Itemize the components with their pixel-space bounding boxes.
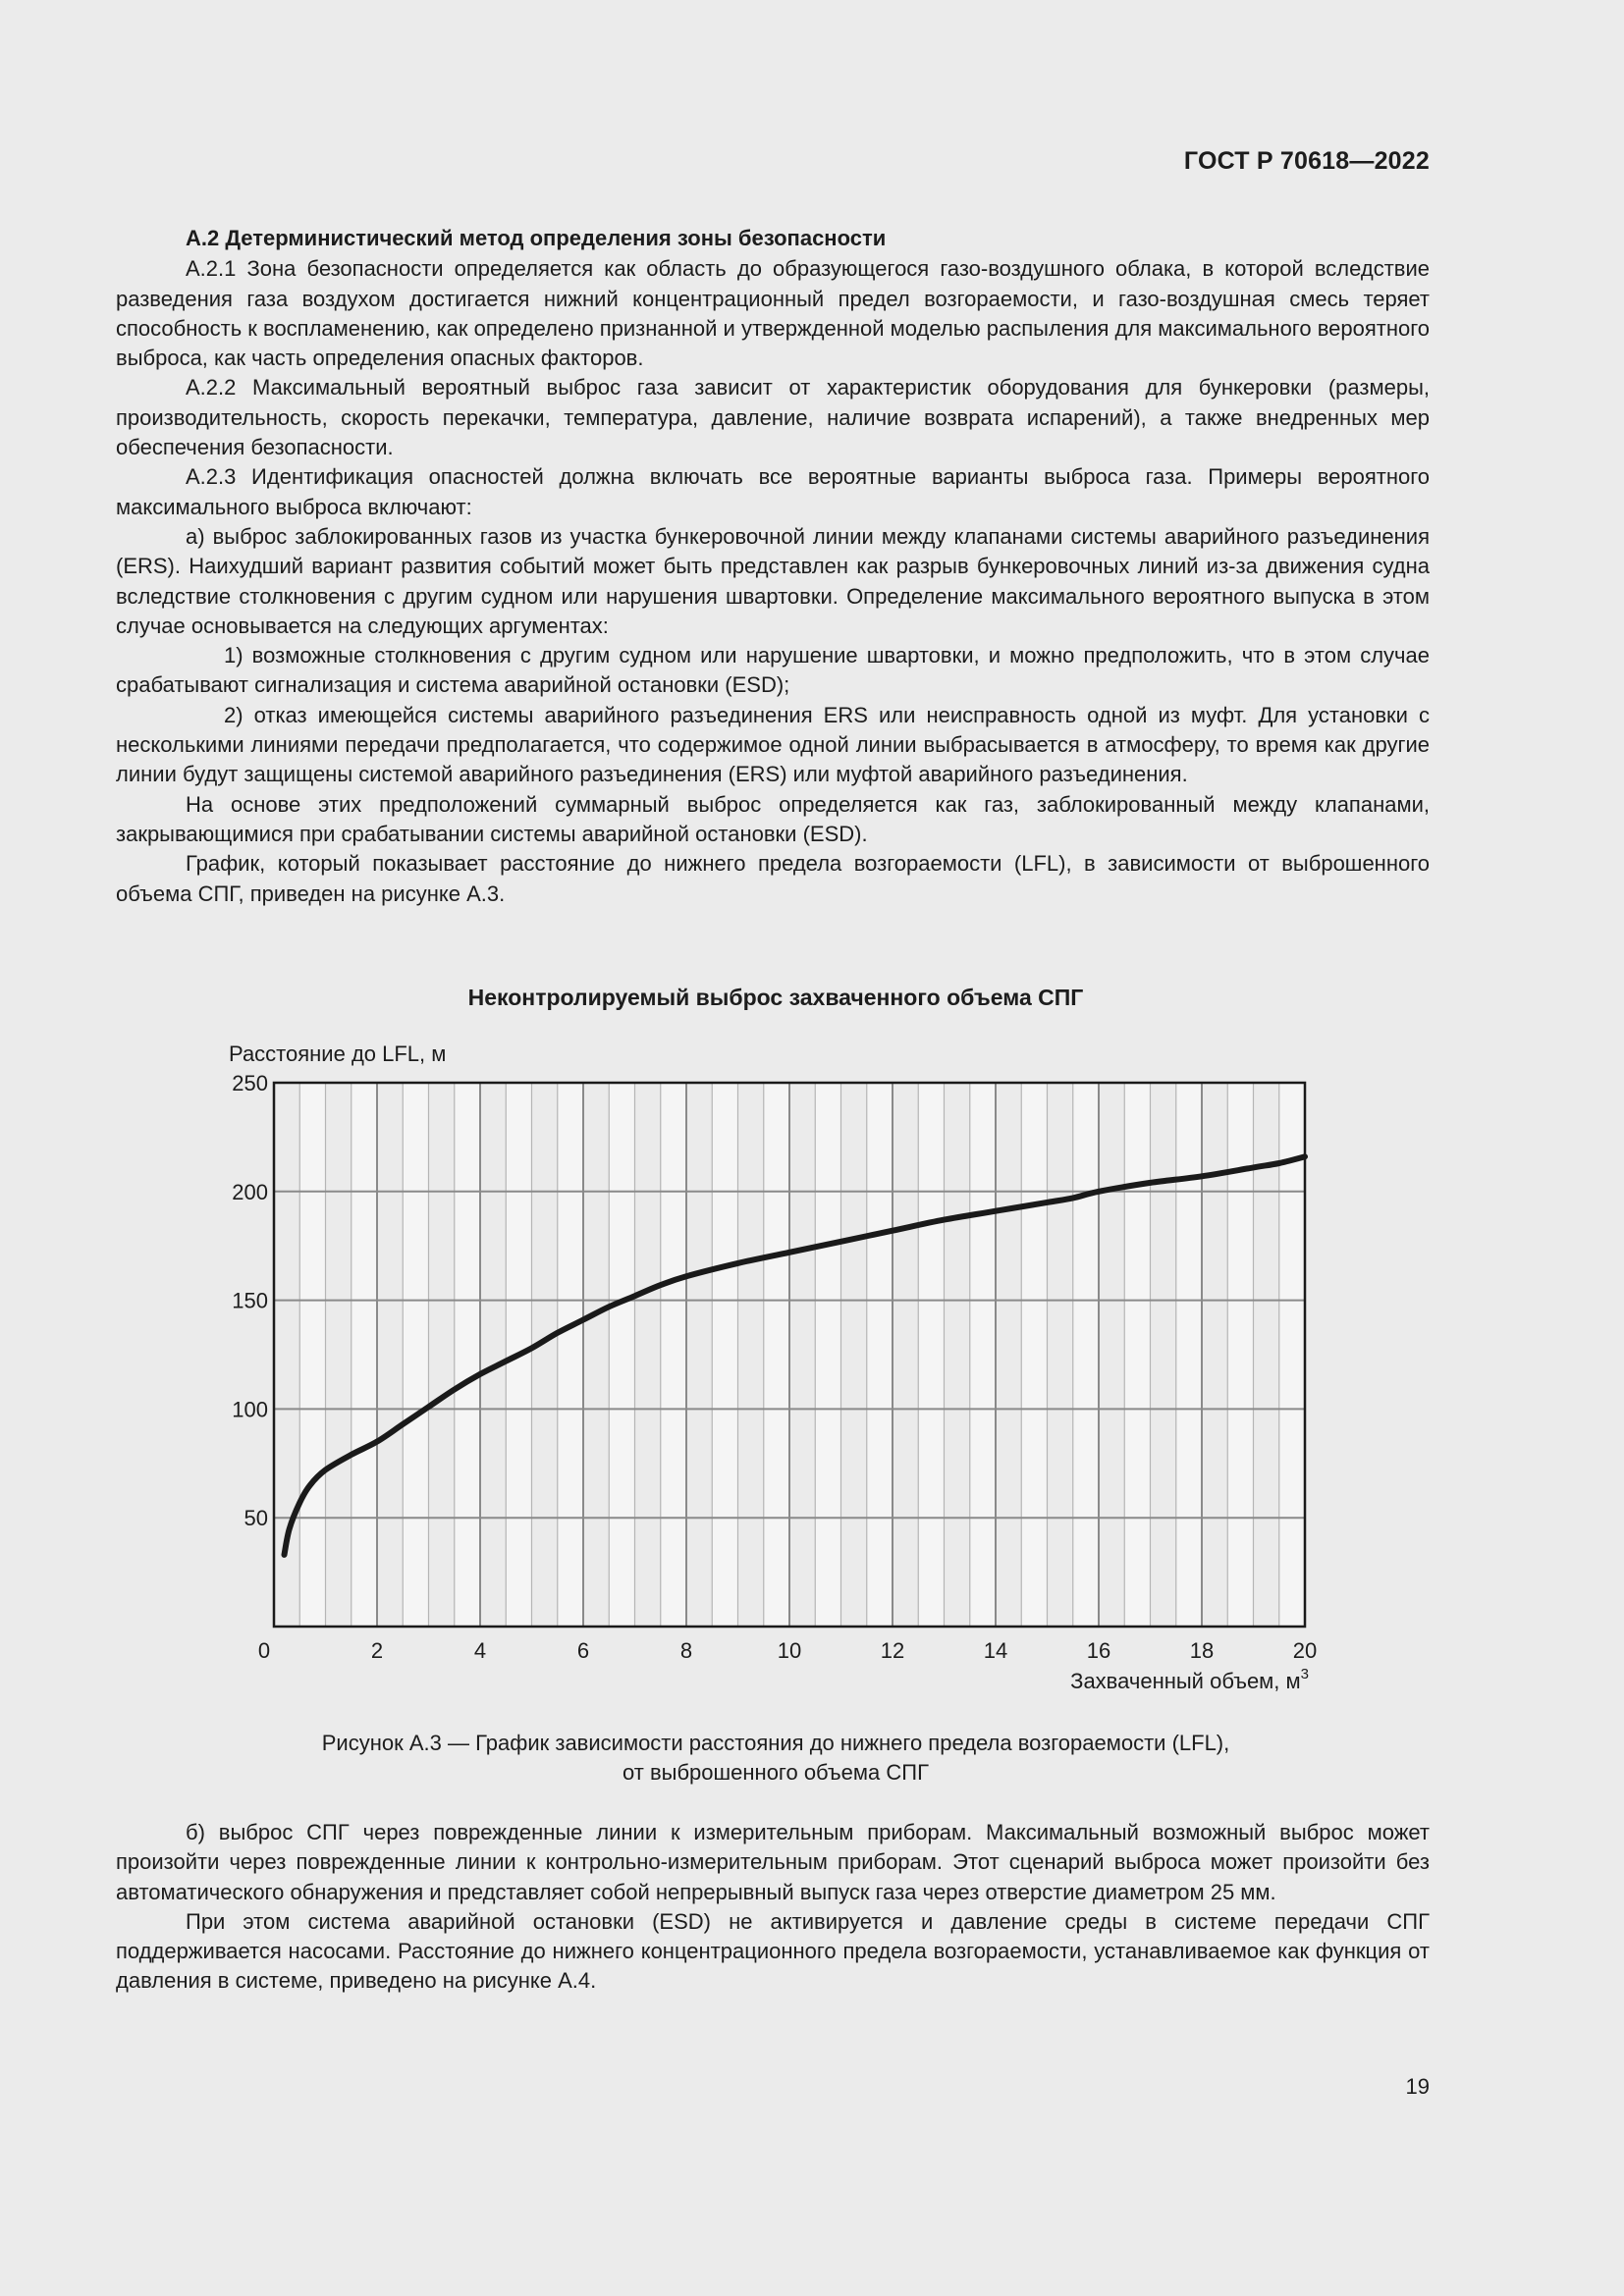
paragraph: 2) отказ имеющейся системы аварийного разъединения ERS или неисправность одной из муфт. Для установки с несколькими линиями передачи предполагается, что содержимое одной линии выбрасывается в атмосферу, то время как другие линии будут защищены системой аварийного разъединения (ERS) или муфтой аварийного разъединения. xyxy=(116,702,1430,787)
paragraph: А.2.3 Идентификация опасностей должна включать все вероятные варианты выброса газа. Примеры вероятного максимального выброса включают: xyxy=(116,464,1430,519)
x-axis-label-text: Захваченный объем, м xyxy=(1070,1669,1301,1693)
x-tick-label: 14 xyxy=(983,1638,1008,1663)
text-after-figure xyxy=(116,1818,1430,1997)
grid-shade xyxy=(403,1083,428,1627)
figure-caption xyxy=(0,1729,1551,1788)
grid-shade xyxy=(661,1083,686,1627)
paragraph: 1) возможные столкновения с другим судном или нарушение швартовки, и можно предположить, что в этом случае срабатывают сигнализация и система аварийной остановки (ESD); xyxy=(116,643,1430,698)
grid-shade xyxy=(970,1083,996,1627)
x-tick-label: 10 xyxy=(777,1638,802,1663)
figure-caption-line: от выброшенного объема СПГ xyxy=(623,1760,929,1785)
paragraph: График, который показывает расстояние до нижнего предела возгораемости (LFL), в зависимости от выброшенного объема СПГ, приведен на рисунке А.3. xyxy=(116,851,1430,906)
x-tick-label: 8 xyxy=(679,1638,693,1663)
grid-shade xyxy=(609,1083,634,1627)
page-number: 19 xyxy=(1405,2074,1430,2099)
y-tick-label: 200 xyxy=(232,1179,268,1204)
grid-shade xyxy=(299,1083,325,1627)
grid-shade xyxy=(455,1083,480,1627)
paragraph: а) выброс заблокированных газов из участка бункеровочной линии между клапанами системы аварийного разъединения (ERS). Наихудший вариант развития событий может быть представлен как разрыв бункеровочных линий из-за движения судна вследствие столкновения с другим судном или нарушения швартовки. Определение максимального вероятного выпуска в этом случае основывается на следующих аргументах: xyxy=(116,523,1430,638)
y-tick-label: 250 xyxy=(232,1071,268,1095)
chart-grid xyxy=(274,1083,1305,1627)
grid-shade xyxy=(712,1083,737,1627)
grid-shade xyxy=(764,1083,789,1627)
grid-shade xyxy=(1073,1083,1099,1627)
grid-shade xyxy=(558,1083,583,1627)
x-tick-label: 12 xyxy=(880,1638,905,1663)
x-tick-label: 0 xyxy=(257,1638,271,1663)
y-tick-label: 100 xyxy=(232,1397,268,1422)
x-axis-label xyxy=(1070,1666,1309,1693)
grid-shade xyxy=(1124,1083,1150,1627)
section-heading: А.2 Детерминистический метод определения зоны безопасности xyxy=(186,226,887,250)
document-code: ГОСТ Р 70618—2022 xyxy=(1183,147,1430,175)
x-tick-label: 18 xyxy=(1189,1638,1215,1663)
grid-shade xyxy=(815,1083,840,1627)
grid-shade xyxy=(352,1083,377,1627)
grid-shade xyxy=(1021,1083,1047,1627)
x-axis-label-superscript: 3 xyxy=(1300,1666,1309,1682)
x-tick-label: 16 xyxy=(1086,1638,1111,1663)
x-tick-label: 6 xyxy=(576,1638,590,1663)
y-axis-label: Расстояние до LFL, м xyxy=(229,1041,447,1066)
x-tick-label: 20 xyxy=(1292,1638,1318,1663)
grid-shade xyxy=(1176,1083,1202,1627)
paragraph: б) выброс СПГ через поврежденные линии к измерительным приборам. Максимальный возможный выброс может произойти через поврежденные линии к контрольно-измерительным приборам. Этот сценарий выброса может произойти без автоматического обнаружения и представляет собой непрерывный выпуск газа через отверстие диаметром 25 мм. xyxy=(116,1820,1430,1904)
grid-shade xyxy=(867,1083,893,1627)
paragraph: При этом система аварийной остановки (ESD) не активируется и давление среды в системе передачи СПГ поддерживается насосами. Расстояние до нижнего концентрационного предела возгораемости, устанавливаемое как функция от давления в системе, приведено на рисунке А.4. xyxy=(116,1908,1430,1994)
x-tick-label: 2 xyxy=(370,1638,384,1663)
paragraph: На основе этих предположений суммарный выброс определяется как газ, заблокированный между клапанами, закрывающимися при срабатывании системы аварийной остановки (ESD). xyxy=(116,791,1430,846)
y-tick-label: 50 xyxy=(244,1506,268,1531)
figure-caption-line: Рисунок А.3 — График зависимости расстояния до нижнего предела возгораемости (LFL), xyxy=(321,1731,1230,1755)
paragraph: А.2.1 Зона безопасности определяется как область до образующегося газо-воздушного облака, в которой вследствие разведения газа воздухом достигается нижний концентрационный предел возгораемости, и газо-воздушная смесь теряет способность к воспламенению, как определено признанной и утвержденной моделью распыления для максимального вероятного выброса, как часть определения опасных факторов. xyxy=(116,256,1430,371)
grid-shade xyxy=(918,1083,944,1627)
y-tick-label: 150 xyxy=(232,1288,268,1313)
chart-title: Неконтролируемый выброс захваченного объема СПГ xyxy=(467,985,1084,1010)
paragraph: А.2.2 Максимальный вероятный выброс газа зависит от характеристик оборудования для бункеровки (размеры, производительность, скорость перекачки, температура, давление, наличие возврата испарений), а также внедренных мер обеспечения безопасности. xyxy=(116,375,1430,460)
series-line xyxy=(285,1156,1306,1555)
grid-shade xyxy=(1227,1083,1253,1627)
x-tick-label: 4 xyxy=(473,1638,487,1663)
